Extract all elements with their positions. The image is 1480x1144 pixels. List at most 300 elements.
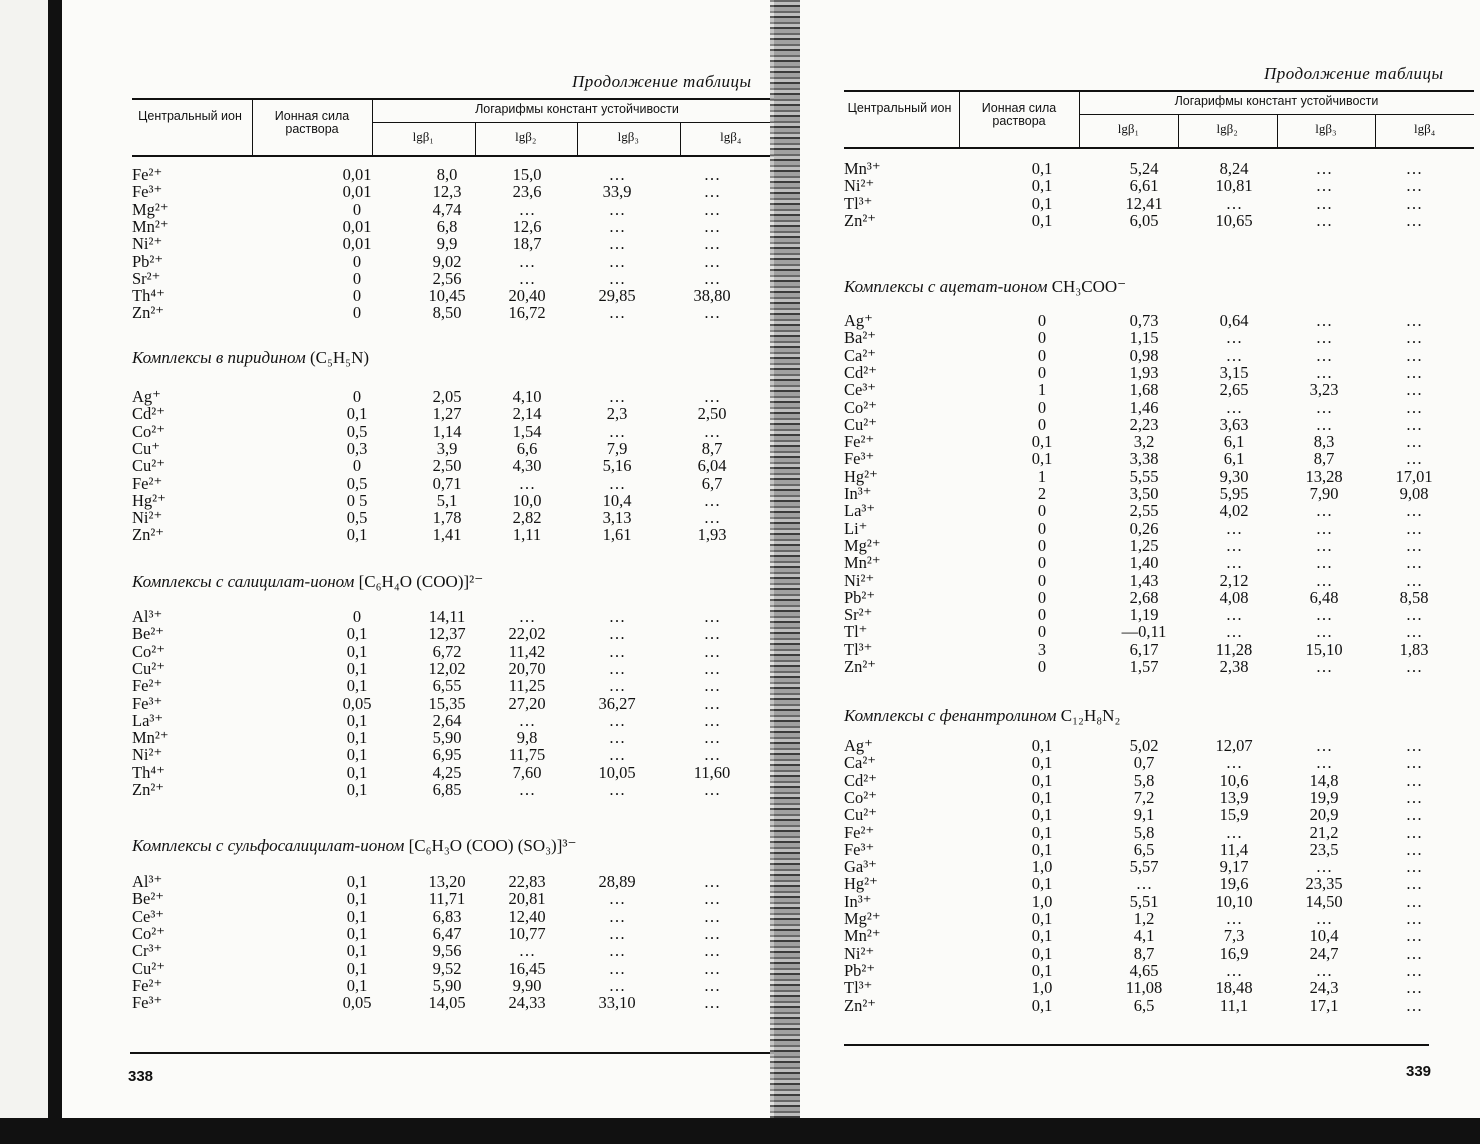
lg-beta-1: 1,41	[432, 525, 462, 545]
lg-beta-2: …	[518, 607, 536, 626]
table-row	[844, 364, 1474, 381]
central-ion: Cr³⁺	[132, 941, 163, 961]
lg-beta-4: …	[1405, 857, 1423, 877]
central-ion: Cu²⁺	[132, 658, 165, 678]
page-number: 339	[1406, 1063, 1432, 1080]
ionic-strength: 0,1	[1031, 753, 1053, 773]
ionic-strength: 0,1	[1031, 909, 1053, 928]
central-ion: Cd²⁺	[844, 362, 877, 382]
lg-beta-1: 11,08	[1125, 978, 1163, 998]
table-row	[844, 841, 1474, 858]
table-row	[132, 166, 782, 183]
lg-beta-3: …	[608, 958, 626, 978]
lg-beta-2: …	[1225, 605, 1243, 625]
lg-beta-4: …	[1405, 736, 1423, 755]
lg-beta-3: 14,8	[1309, 770, 1339, 790]
header-lgb3: lgβ₃	[617, 129, 639, 144]
page-number: 338	[128, 1068, 154, 1085]
lg-beta-2: 16,9	[1219, 943, 1249, 963]
lg-beta-2: 9,17	[1219, 857, 1249, 877]
central-ion: Mg²⁺	[844, 909, 881, 928]
lg-beta-2: 3,15	[1219, 362, 1249, 382]
ionic-strength: 0	[352, 268, 362, 288]
central-ion: Hg²⁺	[844, 466, 878, 486]
lg-beta-4: …	[1405, 839, 1423, 859]
table-row	[844, 658, 1474, 675]
central-ion: Fe²⁺	[844, 432, 875, 452]
lg-beta-2: …	[518, 710, 536, 730]
table-row	[132, 764, 782, 781]
table-row	[132, 660, 782, 677]
ionic-strength: 0,1	[346, 728, 368, 748]
lg-beta-2: 9,8	[516, 728, 538, 748]
lg-beta-3: 8,7	[1313, 449, 1335, 469]
table-row	[844, 806, 1474, 823]
table-row	[844, 858, 1474, 875]
lg-beta-1: 3,50	[1129, 484, 1159, 503]
lg-beta-4: …	[703, 658, 721, 678]
table-row	[132, 625, 782, 642]
central-ion: Fe²⁺	[132, 676, 163, 696]
header-log-constants: Логарифмы констант устойчивости	[475, 102, 679, 116]
lg-beta-4: …	[1405, 805, 1423, 825]
lg-beta-2: …	[1225, 328, 1243, 348]
lg-beta-1: 6,61	[1129, 176, 1159, 196]
section-title	[132, 836, 576, 856]
ionic-strength: 0,1	[1031, 805, 1053, 825]
table-row	[132, 908, 782, 925]
lg-beta-2: 10,10	[1215, 891, 1253, 911]
lg-beta-1: 0,98	[1129, 345, 1159, 365]
lg-beta-2: 18,7	[512, 234, 542, 254]
table-row	[844, 824, 1474, 841]
table-row	[844, 554, 1474, 571]
table-row	[844, 212, 1474, 229]
ionic-strength: 0,1	[1031, 960, 1053, 980]
lg-beta-3: 33,9	[602, 182, 632, 202]
lg-beta-3: …	[608, 889, 626, 909]
lg-beta-2: 1,54	[512, 421, 542, 441]
ionic-strength: 1,0	[1031, 978, 1053, 998]
lg-beta-4: …	[703, 508, 721, 528]
lg-beta-2: 6,6	[516, 438, 538, 458]
lg-beta-4: …	[703, 182, 721, 202]
table-row	[844, 468, 1474, 485]
lg-beta-1: 4,65	[1129, 960, 1159, 980]
table-row	[132, 960, 782, 977]
lg-beta-2: 27,20	[508, 693, 546, 713]
table-row	[132, 235, 782, 252]
ionic-strength: 0,1	[1031, 449, 1053, 469]
table-row	[844, 195, 1474, 212]
ionic-strength: 0,05	[342, 993, 372, 1013]
lg-beta-2: …	[1225, 518, 1243, 538]
lg-beta-4: …	[1405, 960, 1423, 980]
lg-beta-3: …	[608, 710, 626, 730]
lg-beta-4: 8,7	[701, 438, 723, 458]
central-ion: Be²⁺	[132, 889, 164, 909]
lg-beta-3: …	[608, 303, 626, 323]
lg-beta-2: 12,07	[1215, 736, 1253, 755]
ionic-strength: 1	[1037, 466, 1047, 486]
lg-beta-4: …	[703, 676, 721, 696]
ionic-strength: 0	[352, 607, 362, 626]
table-row	[132, 405, 782, 422]
lg-beta-4: …	[703, 993, 721, 1013]
lg-beta-3: …	[1315, 311, 1333, 330]
lg-beta-2: …	[518, 251, 536, 271]
central-ion: Hg²⁺	[132, 490, 166, 510]
lg-beta-2: …	[518, 780, 536, 799]
lg-beta-1: 6,85	[432, 780, 462, 799]
lg-beta-4: …	[703, 624, 721, 644]
ionic-strength: 0	[1037, 397, 1047, 417]
ionic-strength: 0,1	[1031, 193, 1053, 213]
table-row	[844, 485, 1474, 502]
lg-beta-1: 1,25	[1129, 535, 1159, 555]
lg-beta-4: 9,08	[1399, 484, 1429, 503]
header-divider	[1178, 114, 1179, 147]
lg-beta-2: 11,1	[1219, 995, 1249, 1015]
lg-beta-2: 15,0	[512, 165, 542, 184]
lg-beta-4: …	[703, 641, 721, 661]
ionic-strength: 0,3	[346, 438, 368, 458]
lg-beta-4: …	[1405, 501, 1423, 521]
footer-rule	[844, 1044, 1429, 1046]
page-338	[62, 0, 774, 1118]
footer-rule	[130, 1052, 775, 1054]
central-ion: Ag⁺	[844, 311, 873, 330]
lg-beta-1: 1,57	[1129, 657, 1159, 676]
table-row	[844, 623, 1474, 640]
ionic-strength: 0,1	[1031, 943, 1053, 963]
lg-beta-2: 9,30	[1219, 466, 1249, 486]
table-row	[844, 177, 1474, 194]
lg-beta-2: 9,90	[512, 975, 542, 995]
table-row	[844, 381, 1474, 398]
lg-beta-1: 13,20	[428, 872, 466, 891]
central-ion: Ce³⁺	[844, 380, 876, 400]
lg-beta-2: …	[1225, 622, 1243, 642]
ionic-strength: 0,5	[346, 421, 368, 441]
central-ion: Mn²⁺	[844, 926, 881, 946]
lg-beta-4: …	[703, 607, 721, 626]
lg-beta-1: 2,64	[432, 710, 462, 730]
ionic-strength: 0	[1037, 328, 1047, 348]
ionic-strength: 0,1	[1031, 210, 1053, 230]
ionic-strength: 0,1	[346, 676, 368, 696]
lg-beta-4: …	[703, 165, 721, 184]
lg-beta-2: 12,6	[512, 216, 542, 236]
lg-beta-2: …	[518, 473, 536, 493]
table-row	[132, 492, 782, 509]
lg-beta-1: 4,1	[1133, 926, 1155, 946]
table-row	[132, 287, 782, 304]
table-row	[132, 994, 782, 1011]
ionic-strength: 0,1	[346, 710, 368, 730]
central-ion: Tl³⁺	[844, 639, 873, 659]
lg-beta-1: 0,73	[1129, 311, 1159, 330]
lg-beta-2: 11,28	[1215, 639, 1253, 659]
ionic-strength: 0	[352, 199, 362, 219]
lg-beta-1: 5,90	[432, 975, 462, 995]
ionic-strength: 1,0	[1031, 891, 1053, 911]
lg-beta-3: …	[608, 421, 626, 441]
central-ion: Mn³⁺	[844, 159, 881, 178]
lg-beta-4: …	[1405, 397, 1423, 417]
lg-beta-1: 1,14	[432, 421, 462, 441]
lg-beta-1: 6,17	[1129, 639, 1159, 659]
lg-beta-2: 23,6	[512, 182, 542, 202]
lg-beta-1: 3,9	[436, 438, 458, 458]
lg-beta-3: 20,9	[1309, 805, 1339, 825]
lg-beta-3: 24,3	[1309, 978, 1339, 998]
header-ionic-strength: Ионная сила раствора	[981, 101, 1057, 128]
lg-beta-3: …	[1315, 857, 1333, 877]
ionic-strength: 3	[1037, 639, 1047, 659]
table-row	[132, 643, 782, 660]
ionic-strength: 0,1	[346, 624, 368, 644]
ionic-strength: 0 5	[346, 490, 368, 510]
header-divider	[1277, 114, 1278, 147]
lg-beta-4: …	[703, 199, 721, 219]
table-row	[132, 526, 782, 543]
table-row	[844, 875, 1474, 892]
lg-beta-2: 20,40	[508, 286, 546, 306]
ionic-strength: 0	[1037, 345, 1047, 365]
central-ion: Co²⁺	[132, 923, 165, 943]
lg-beta-2: 24,33	[508, 993, 546, 1013]
ionic-strength: 0,01	[342, 234, 372, 254]
lg-beta-2: 22,02	[508, 624, 546, 644]
lg-beta-3: …	[608, 268, 626, 288]
lg-beta-1: 1,93	[1129, 362, 1159, 382]
lg-beta-4: …	[703, 906, 721, 926]
header-central-ion: Центральный ион	[138, 109, 242, 123]
lg-beta-2: 10,65	[1215, 210, 1253, 230]
central-ion: Tl³⁺	[844, 978, 873, 998]
lg-beta-1: 9,1	[1133, 805, 1155, 825]
central-ion: Fe³⁺	[844, 839, 875, 859]
lg-beta-2: 2,12	[1219, 570, 1249, 590]
lg-beta-3: 28,89	[598, 872, 636, 891]
central-ion: Fe³⁺	[132, 182, 163, 202]
lg-beta-3: 10,4	[602, 490, 632, 510]
ionic-strength: 0	[1037, 518, 1047, 538]
lg-beta-1: 12,3	[432, 182, 462, 202]
central-ion: Cu⁺	[132, 438, 160, 458]
lg-beta-1: 2,50	[432, 456, 462, 476]
lg-beta-2: …	[1225, 553, 1243, 573]
lg-beta-4: …	[703, 216, 721, 236]
lg-beta-4: …	[1405, 753, 1423, 773]
lg-beta-1: 6,47	[432, 923, 462, 943]
central-ion: Ag⁺	[844, 736, 873, 755]
central-ion: Co²⁺	[844, 397, 877, 417]
lg-beta-4: …	[1405, 605, 1423, 625]
central-ion: Fe³⁺	[844, 449, 875, 469]
lg-beta-1: 1,78	[432, 508, 462, 528]
central-ion: Ni²⁺	[844, 943, 875, 963]
lg-beta-1: 6,05	[1129, 210, 1159, 230]
lg-beta-2: 10,77	[508, 923, 546, 943]
table-header	[132, 98, 782, 157]
lg-beta-2: 4,02	[1219, 501, 1249, 521]
lg-beta-1: 1,19	[1129, 605, 1159, 625]
lg-beta-2: 11,4	[1219, 839, 1249, 859]
lg-beta-3: 23,35	[1305, 874, 1343, 894]
table-row	[132, 304, 782, 321]
lg-beta-4: …	[1405, 362, 1423, 382]
lg-beta-1: 3,2	[1133, 432, 1155, 452]
lg-beta-2: 6,1	[1223, 449, 1245, 469]
central-ion: Hg²⁺	[844, 874, 878, 894]
ionic-strength: 0,1	[1031, 770, 1053, 790]
table-row	[132, 977, 782, 994]
central-ion: Ni²⁺	[132, 508, 163, 528]
lg-beta-4: …	[703, 958, 721, 978]
lg-beta-3: 15,10	[1305, 639, 1343, 659]
lg-beta-4: …	[703, 710, 721, 730]
header-log-constants: Логарифмы констант устойчивости	[1174, 94, 1379, 108]
lg-beta-4: …	[1405, 909, 1423, 928]
header-lgb4: lgβ₄	[1413, 121, 1436, 136]
lg-beta-3: …	[1315, 960, 1333, 980]
table-row	[844, 606, 1474, 623]
table-row	[844, 641, 1474, 658]
lg-beta-4: …	[1405, 535, 1423, 555]
section-formula: (C₅H₅N)	[309, 348, 370, 367]
ionic-strength: 0	[1037, 605, 1047, 625]
lg-beta-1: 4,25	[432, 762, 462, 782]
ionic-strength: 0	[1037, 570, 1047, 590]
central-ion: Zn²⁺	[844, 210, 876, 230]
lg-beta-1: 6,95	[432, 745, 462, 765]
lg-beta-4: …	[703, 234, 721, 254]
lg-beta-3: 1,61	[602, 525, 632, 545]
lg-beta-4: …	[1405, 622, 1423, 642]
lg-beta-4: …	[703, 941, 721, 961]
table-row	[132, 509, 782, 526]
lg-beta-4: …	[1405, 345, 1423, 365]
lg-beta-2: 11,75	[508, 745, 546, 765]
ionic-strength: 0,1	[346, 658, 368, 678]
lg-beta-2: 7,3	[1223, 926, 1245, 946]
ionic-strength: 0	[1037, 622, 1047, 642]
lg-beta-1: 5,8	[1133, 770, 1155, 790]
lg-beta-4: …	[703, 975, 721, 995]
lg-beta-1: 5,90	[432, 728, 462, 748]
lg-beta-4: …	[1405, 414, 1423, 434]
ionic-strength: 0,1	[346, 762, 368, 782]
lg-beta-1: 6,83	[432, 906, 462, 926]
table-row	[844, 910, 1474, 927]
header-lgb2: lgβ₂	[1216, 121, 1238, 136]
lg-beta-2: …	[1225, 397, 1243, 417]
lg-beta-3: 2,3	[606, 404, 628, 424]
lg-beta-4: …	[1405, 787, 1423, 807]
lg-beta-1: 1,2	[1133, 909, 1155, 928]
lg-beta-4: 38,80	[693, 286, 731, 306]
ionic-strength: 0	[1037, 311, 1047, 330]
central-ion: Ce³⁺	[132, 906, 164, 926]
table-row	[844, 997, 1474, 1014]
continuation-label: Продолжение таблицы	[572, 72, 752, 91]
ionic-strength: 0,1	[346, 525, 368, 545]
lg-beta-3: 7,90	[1309, 484, 1339, 503]
lg-beta-1: 8,0	[436, 165, 458, 184]
lg-beta-1: 9,52	[432, 958, 462, 978]
lg-beta-2: 6,1	[1223, 432, 1245, 452]
lg-beta-3: …	[1315, 501, 1333, 521]
central-ion: Co²⁺	[132, 421, 165, 441]
table-row	[132, 253, 782, 270]
lg-beta-4: …	[703, 421, 721, 441]
lg-beta-1: 1,40	[1129, 553, 1159, 573]
continuation-label: Продолжение таблицы	[1264, 64, 1444, 83]
lg-beta-3: …	[1315, 570, 1333, 590]
central-ion: Co²⁺	[132, 641, 165, 661]
lg-beta-2: 4,10	[512, 387, 542, 406]
lg-beta-3: …	[608, 234, 626, 254]
lg-beta-3: 36,27	[598, 693, 636, 713]
lg-beta-1: 4,74	[432, 199, 462, 219]
central-ion: Mn²⁺	[844, 553, 881, 573]
lg-beta-4: …	[1405, 978, 1423, 998]
header-divider	[475, 122, 476, 155]
section-title	[132, 572, 483, 592]
lg-beta-3: …	[608, 728, 626, 748]
header-lgb1: lgβ₁	[1117, 121, 1139, 136]
table-row	[844, 754, 1474, 771]
lg-beta-3: …	[608, 975, 626, 995]
ionic-strength: 0,01	[342, 216, 372, 236]
lg-beta-4: 2,50	[697, 404, 727, 424]
lg-beta-2: 16,45	[508, 958, 546, 978]
lg-beta-2: 0,64	[1219, 311, 1249, 330]
lg-beta-3: 10,4	[1309, 926, 1339, 946]
lg-beta-4: …	[703, 303, 721, 323]
central-ion: Ni²⁺	[844, 176, 875, 196]
table-row	[132, 270, 782, 287]
lg-beta-3: 14,50	[1305, 891, 1343, 911]
lg-beta-3: 3,13	[602, 508, 632, 528]
table-row	[844, 789, 1474, 806]
central-ion: In³⁺	[844, 891, 872, 911]
table-row	[132, 746, 782, 763]
section-title-text: Комплексы с ацетат-ионом	[844, 277, 1048, 296]
table-header	[844, 90, 1474, 149]
ionic-strength: 0,1	[346, 941, 368, 961]
table-row	[844, 433, 1474, 450]
table-row	[844, 399, 1474, 416]
table-row	[132, 942, 782, 959]
lg-beta-4: …	[1405, 891, 1423, 911]
ionic-strength: 2	[1037, 484, 1047, 503]
ionic-strength: 0,1	[1031, 432, 1053, 452]
lg-beta-3: …	[1315, 397, 1333, 417]
lg-beta-2: …	[518, 941, 536, 961]
lg-beta-4: 17,01	[1395, 466, 1433, 486]
ionic-strength: 0,1	[1031, 995, 1053, 1015]
section-formula: CH₃COO⁻	[1051, 277, 1127, 296]
ionic-strength: 0,1	[346, 404, 368, 424]
lg-beta-2: …	[518, 199, 536, 219]
lg-beta-3: …	[1315, 345, 1333, 365]
ionic-strength: 0	[1037, 414, 1047, 434]
section-title	[844, 706, 1120, 726]
lg-beta-2: 10,81	[1215, 176, 1253, 196]
